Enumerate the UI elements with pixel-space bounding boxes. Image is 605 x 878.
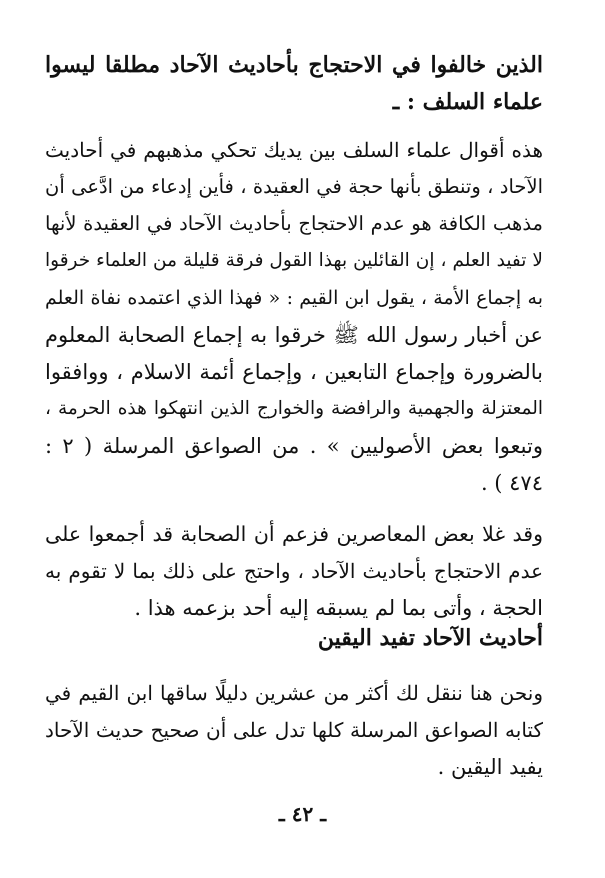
paragraph-1-line: بالضرورة وإجماع التابعين ، وإجماع أئمة الاسلام ، ووافقوا [45,360,543,384]
paragraph-2-line: الحجة ، وأتى بما لم يسبقه إليه أحد بزعمه هذا . [134,596,543,620]
paragraph-1-line: الآحاد ، وتنطق بأنها حجة في العقيدة ، فأين إدعاء من ادَّعى أن [45,175,543,198]
paragraph-1-line: به إجماع الأمة ، يقول ابن القيم : « فهذا الذي اعتمده نفاة العلم [45,287,543,309]
section-heading: أحاديث الآحاد تفيد اليقين [317,625,543,651]
paragraph-3-line: كتابه الصواعق المرسلة كلها تدل على أن صحيح حديث الآحاد [45,718,543,742]
paragraph-1-line: ٤٧٤ ) . [480,471,543,495]
paragraph-1-line: وتبعوا بعض الأصوليين » . من الصواعق المرسلة ( ٢ : [45,434,543,458]
paragraph-1-line: مذهب الكافة هو عدم الاحتجاج بأحاديث الآحاد في العقيدة لأنها [45,212,543,235]
paragraph-1-line: عن أخبار رسول الله ﷺ خرقوا به إجماع الصحابة المعلوم [45,323,543,347]
heading-1-line-1: الذين خالفوا في الاحتجاج بأحاديث الآحاد مطلقا ليسوا [45,52,543,78]
page-number: ـ ٤٢ ـ [278,802,327,826]
paragraph-1-line: لا تفيد العلم ، إن القائلين بهذا القول فرقة قليلة من العلماء خرقوا [45,250,543,271]
paragraph-2-line: عدم الاحتجاج بأحاديث الآحاد ، واحتج على ذلك بما لا تقوم به [45,559,543,583]
heading-1-line-2: علماء السلف : ـ [392,89,543,115]
paragraph-3-line: ونحن هنا ننقل لك أكثر من عشرين دليلًا ساقها ابن القيم في [45,681,543,705]
paragraph-2-line: وقد غلا بعض المعاصرين فزعم أن الصحابة قد أجمعوا على [45,522,543,546]
paragraph-1-line: هذه أقوال علماء السلف بين يديك تحكي مذهبهم في أحاديث [45,138,543,162]
paragraph-3-line: يفيد اليقين . [437,755,543,779]
paragraph-1-line: المعتزلة والجهمية والرافضة والخوارج الذين انتهكوا هذه الحرمة ، [45,398,543,419]
